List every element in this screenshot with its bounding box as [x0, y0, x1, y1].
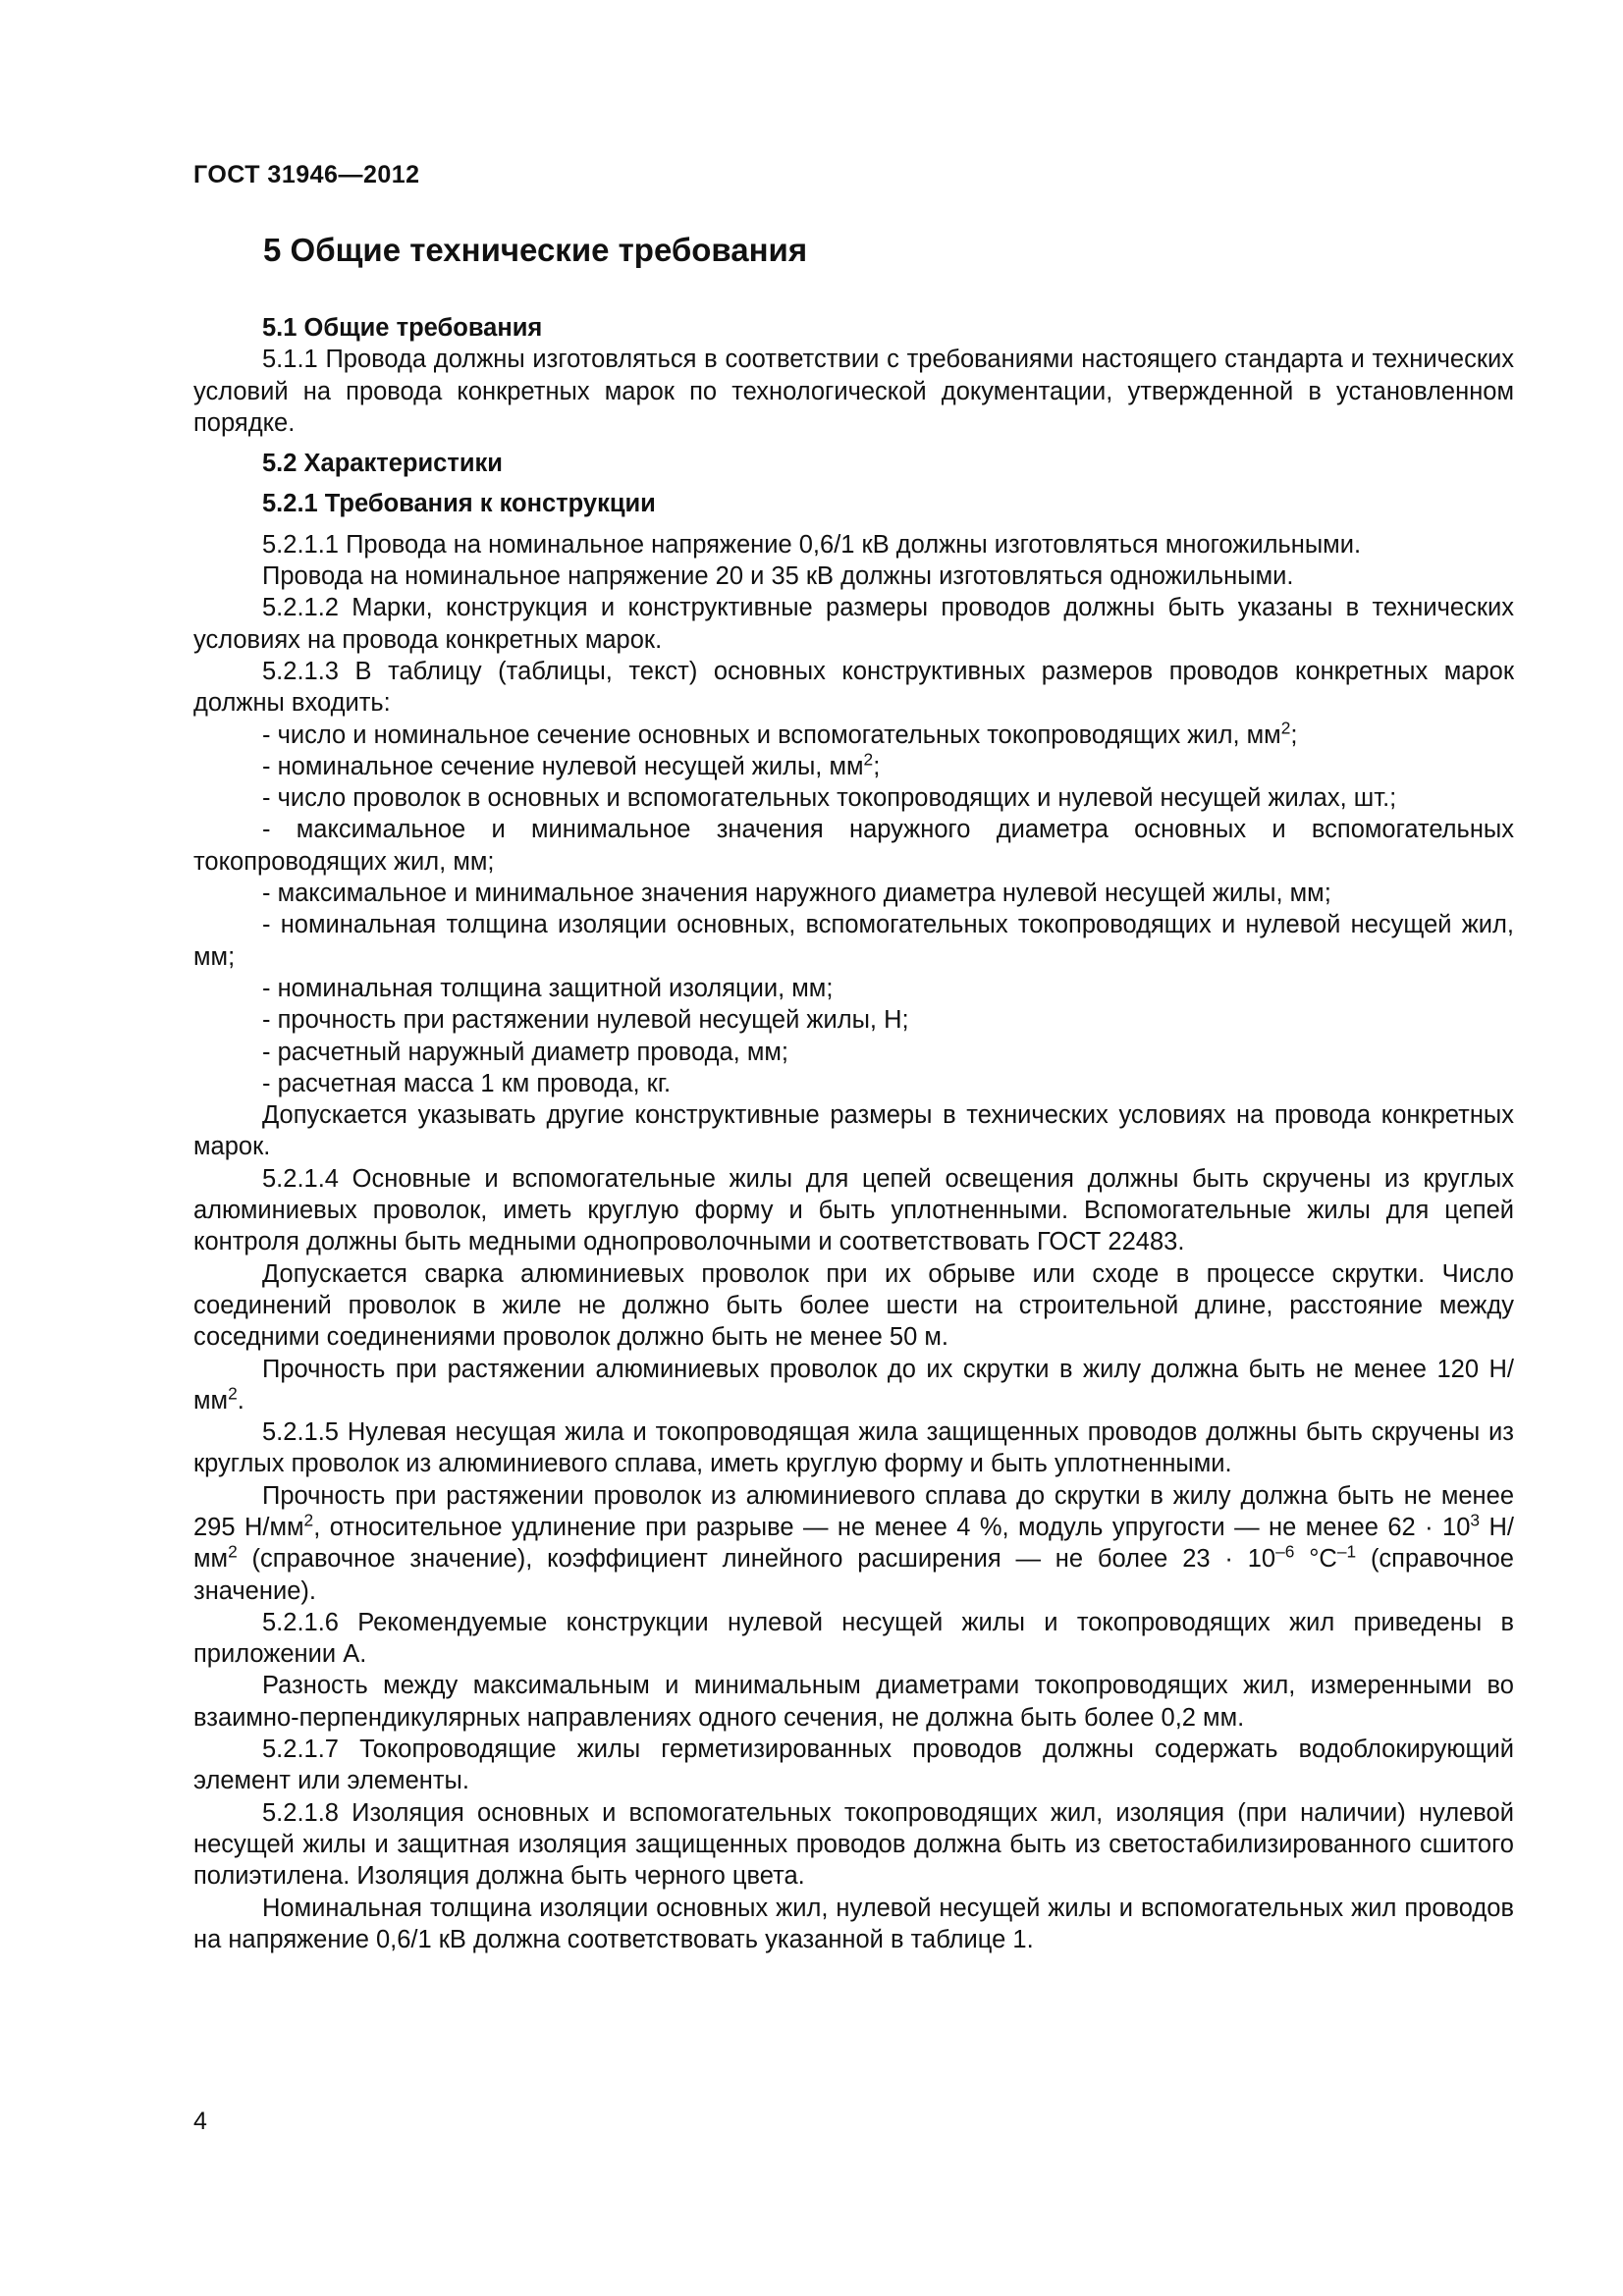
list-item: - максимальное и минимальное значения наружного диаметра нулевой несущей жилы, мм; [262, 880, 1331, 908]
paragraph-5-2-1-8: 5.2.1.8 Изоляция основных и вспомогательных токопроводящих жил, изоляция (при наличии) нулевой несущей жилы и защитная изоляция защищенных проводов должна быть из светостабилизированного сшитого полиэтилена. Изоляция должна быть черного цвета. [193, 1798, 1514, 1891]
paragraph-text: (справочное значение), коэффициент линейного расширения — не более 23 · 10 [237, 1545, 1276, 1574]
paragraph-aluminium-strength [193, 1354, 1514, 1417]
superscript: 2 [863, 749, 874, 770]
superscript: –6 [1275, 1541, 1295, 1562]
paragraph-text: (справочное значение). [193, 1545, 1514, 1605]
document-id: ГОСТ 31946—2012 [193, 161, 420, 188]
superscript: 2 [303, 1510, 314, 1530]
superscript: 3 [1470, 1510, 1481, 1530]
paragraph-5-2-1-5: 5.2.1.5 Нулевая несущая жила и токопроводящая жила защищенных проводов должны быть скручены из круглых проволок из алюминиевого сплава, иметь круглую форму и быть уплотненными. [193, 1418, 1514, 1478]
paragraph-text: Н/мм [193, 1513, 1514, 1574]
page-number: 4 [193, 2108, 207, 2135]
paragraph-allowance-welding: Допускается сварка алюминиевых проволок при их обрыве или сходе в процессе скрутки. Число соединений проволок в жиле не должно быть более шести на строительной длине, расстояние между соседними соединениями проволок должно быть не менее 50 м. [193, 1259, 1514, 1352]
paragraph-text: Прочность при растяжении алюминиевых проволок до их скрутки в жилу должна быть не менее 120 Н/мм [193, 1355, 1514, 1415]
paragraph-text: , относительное удлинение при разрыве — не менее 4 %, модуль упругости — не менее 62 · 10 [313, 1513, 1471, 1541]
paragraph-text: °С [1294, 1545, 1337, 1574]
list-item [193, 751, 1514, 782]
section-title: 5 Общие технические требования [263, 232, 808, 268]
list-item-text: - номинальное сечение нулевой несущей жилы, мм [262, 752, 864, 780]
paragraph-5-2-1-1-cont: Провода на номинальное напряжение 20 и 35 кВ должны изготовляться одножильными. [262, 562, 1294, 591]
list-item: - расчетный наружный диаметр провода, мм; [262, 1038, 788, 1066]
paragraph-nominal-thickness: Номинальная толщина изоляции основных жил, нулевой несущей жилы и вспомогательных жил проводов на напряжение 0,6/1 кВ должна соответствовать указанной в таблице 1. [193, 1894, 1514, 1953]
list-item-tail: ; [1290, 721, 1298, 749]
paragraph-5-2-1-3: 5.2.1.3 В таблицу (таблицы, текст) основных конструктивных размеров проводов конкретных марок должны входить: [193, 657, 1514, 718]
list-item-tail: ; [873, 752, 881, 780]
paragraph-5-1-1: 5.1.1 Провода должны изготовляться в соответствии с требованиями настоящего стандарта и технических условий на провода конкретных марок по технологической документации, утвержденной в установленном порядке. [193, 346, 1514, 437]
superscript: 2 [228, 1383, 238, 1404]
list-item: - прочность при растяжении нулевой несущей жилы, Н; [262, 1006, 909, 1035]
superscript: 2 [1280, 718, 1291, 738]
list-item: - число проволок в основных и вспомогательных токопроводящих и нулевой несущей жилах, шт.; [262, 784, 1397, 813]
paragraph-text: Прочность при растяжении проволок из алюминиевого сплава до скрутки в жилу должна быть не менее 295 Н/мм [193, 1481, 1514, 1541]
list-item: - номинальная толщина защитной изоляции, мм; [262, 974, 834, 1002]
paragraph-text-tail: . [237, 1386, 244, 1415]
list-item: - номинальная толщина изоляции основных, вспомогательных токопроводящих и нулевой несущей жил, мм; [193, 911, 1514, 971]
paragraph-5-2-1-1: 5.2.1.1 Провода на номинальное напряжение 0,6/1 кВ должны изготовляться многожильными. [262, 530, 1362, 559]
heading-5-2: 5.2 Характеристики [262, 450, 503, 478]
paragraph-5-2-1-4: 5.2.1.4 Основные и вспомогательные жилы для цепей освещения должны быть скручены из круглых алюминиевых проволок, иметь круглую форму и быть уплотненными. Вспомогательные жилы для цепей контроля должны быть медными однопроволочными и соответствовать ГОСТ 22483. [193, 1164, 1514, 1256]
heading-5-2-1: 5.2.1 Требования к конструкции [262, 490, 656, 518]
list-item-text: - число и номинальное сечение основных и вспомогательных токопроводящих жил, мм [262, 721, 1281, 749]
paragraph-allowance-sizes: Допускается указывать другие конструктивные размеры в технических условиях на провода конкретных марок. [193, 1101, 1514, 1161]
list-item [193, 720, 1514, 751]
paragraph-5-2-1-2: 5.2.1.2 Марки, конструкция и конструктивные размеры проводов должны быть указаны в технических условиях на провода конкретных марок. [193, 594, 1514, 654]
paragraph-alloy-strength [193, 1480, 1514, 1607]
list-item: - максимальное и минимальное значения наружного диаметра основных и вспомогательных токопроводящих жил, мм; [193, 816, 1514, 876]
heading-5-1: 5.1 Общие требования [262, 314, 543, 342]
paragraph-diameter-difference: Разность между максимальным и минимальным диаметрами токопроводящих жил, измеренными во взаимно-перпендикулярных направлениях одного сечения, не должна быть более 0,2 мм. [193, 1672, 1514, 1732]
superscript: –1 [1336, 1541, 1357, 1562]
paragraph-5-2-1-6: 5.2.1.6 Рекомендуемые конструкции нулевой несущей жилы и токопроводящих жил приведены в приложении А. [193, 1608, 1514, 1669]
list-item: - расчетная масса 1 км провода, кг. [262, 1069, 672, 1097]
paragraph-5-2-1-7: 5.2.1.7 Токопроводящие жилы герметизированных проводов должны содержать водоблокирующий элемент или элементы. [193, 1735, 1514, 1795]
document-body [193, 312, 1514, 1955]
superscript: 2 [228, 1541, 238, 1562]
